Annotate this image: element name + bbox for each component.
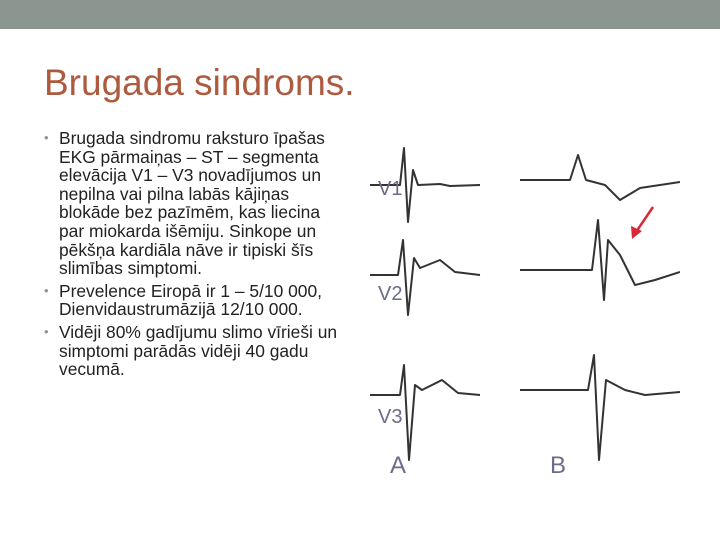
bullet-text: Brugada sindromu raksturo īpašas EKG pārmaiņas – ST – segmenta elevācija V1 – V3 novadījumos un nepilna vai pilna labās kājiņas blokāde bez pazīmēm, kas liecina par miokarda išēmiju. Sinkope un pēkšņa kardiāla nāve ir tipiski šīs slimības simptomi.	[59, 128, 325, 279]
panel-label-a: A	[390, 452, 407, 479]
bullet-dot-icon: •	[44, 130, 49, 145]
slide-title: Brugada sindroms.	[44, 62, 355, 103]
lead-label-v3: V3	[378, 406, 403, 428]
ecg-figure	[370, 140, 680, 495]
lead-label-v2: V2	[378, 283, 403, 305]
bullet-list	[44, 129, 349, 383]
bullet-text: Vidēji 80% gadījumu slimo vīrieši un simptomi parādās vidēji 40 gadu vecumā.	[59, 321, 338, 380]
bullet-item	[44, 129, 349, 278]
top-decorative-bar	[0, 0, 720, 29]
panel-label-b: B	[550, 452, 567, 479]
bullet-dot-icon: •	[44, 323, 49, 339]
bullet-item	[44, 323, 349, 379]
bullet-dot-icon: •	[44, 282, 49, 298]
ecg-background	[370, 140, 680, 495]
lead-label-v1: V1	[378, 178, 403, 200]
bullet-text: Prevelence Eiropā ir 1 – 5/10 000, Dienvidaustrumāzijā 12/10 000.	[59, 280, 322, 320]
bullet-item	[44, 282, 349, 319]
